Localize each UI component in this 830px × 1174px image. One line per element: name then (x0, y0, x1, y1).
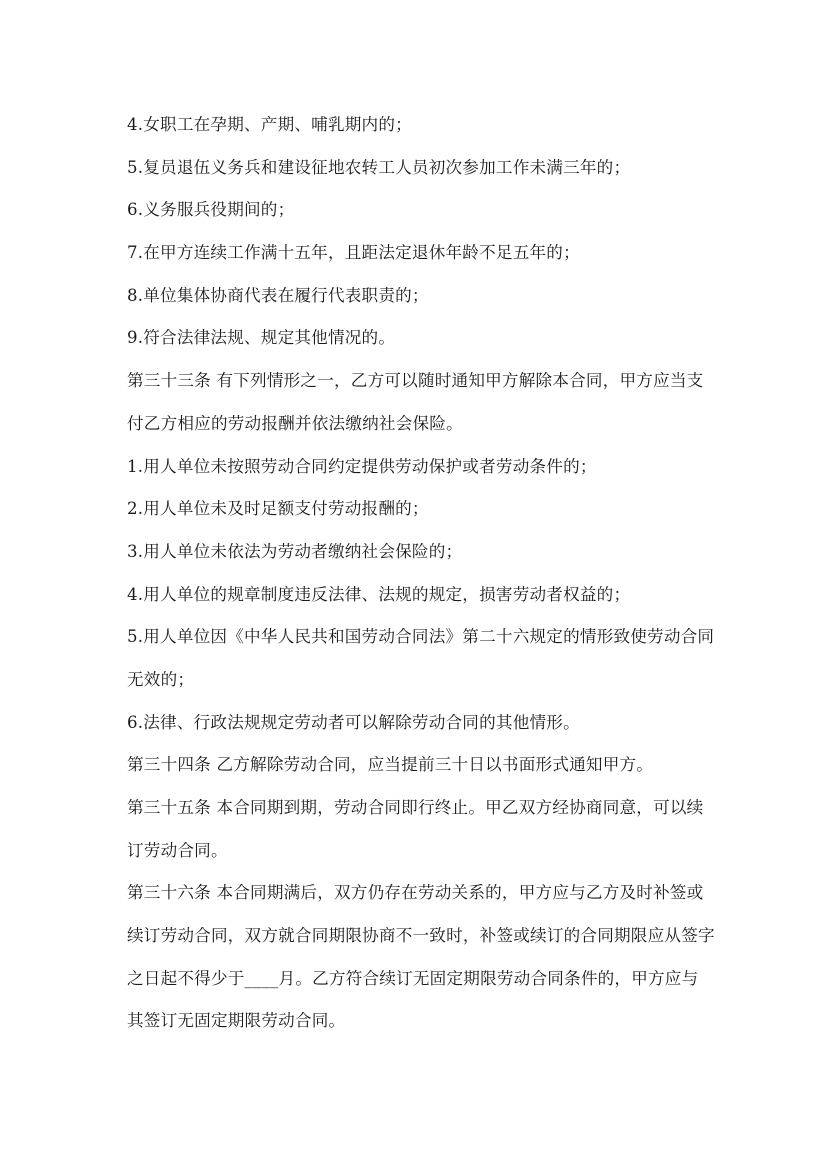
document-text-line: 7.在甲方连续工作满十五年，且距法定退休年龄不足五年的； (127, 243, 580, 263)
document-text-line: 付乙方相应的劳动报酬并依法缴纳社会保险。 (127, 413, 463, 433)
document-text-line: 5.复员退伍义务兵和建设征地农转工人员初次参加工作未满三年的； (127, 157, 631, 177)
document-text-line: 续订劳动合同，双方就合同期限协商不一致时，补签或续订的合同期限应从签字 (127, 926, 715, 946)
document-text-line: 4.女职工在孕期、产期、哺乳期内的； (127, 115, 412, 134)
document-text-line: 订劳动合同。 (127, 840, 228, 860)
document-text-line: 6.法律、行政法规规定劳动者可以解除劳动合同的其他情形。 (127, 712, 580, 732)
document-text-line: 9.符合法律法规、规定其他情况的。 (127, 328, 396, 348)
document-text-line: 1.用人单位未按照劳动合同约定提供劳动保护或者劳动条件的； (127, 456, 597, 476)
document-page (127, 104, 717, 1043)
document-text-line: 其签订无固定期限劳动合同。 (127, 1011, 346, 1031)
document-text-line: 8.单位集体协商代表在履行代表职责的； (127, 285, 429, 305)
document-text-line: 第三十五条 本合同期到期，劳动合同即行终止。甲乙双方经协商同意，可以续 (127, 798, 704, 817)
document-text-line: 3.用人单位未依法为劳动者缴纳社会保险的； (127, 541, 463, 561)
document-text-line: 第三十三条 有下列情形之一，乙方可以随时通知甲方解除本合同，甲方应当支 (127, 371, 704, 391)
document-text-line: 5.用人单位因《中华人民共和国劳动合同法》第二十六规定的情形致使劳动合同 (127, 627, 715, 647)
document-text-line: 4.用人单位的规章制度违反法律、法规的规定，损害劳动者权益的； (127, 584, 631, 604)
document-text-line: 第三十四条 乙方解除劳动合同，应当提前三十日以书面形式通知甲方。 (127, 755, 654, 775)
document-text-line: 之日起不得少于____月。乙方符合续订无固定期限劳动合同条件的，甲方应与 (127, 968, 699, 988)
document-text-line: 6.义务服兵役期间的； (127, 200, 295, 220)
document-text-line: 无效的； (127, 669, 195, 689)
document-text-line: 2.用人单位未及时足额支付劳动报酬的； (127, 499, 429, 519)
document-text-line: 第三十六条 本合同期满后，双方仍存在劳动关系的，甲方应与乙方及时补签或 (127, 883, 704, 903)
